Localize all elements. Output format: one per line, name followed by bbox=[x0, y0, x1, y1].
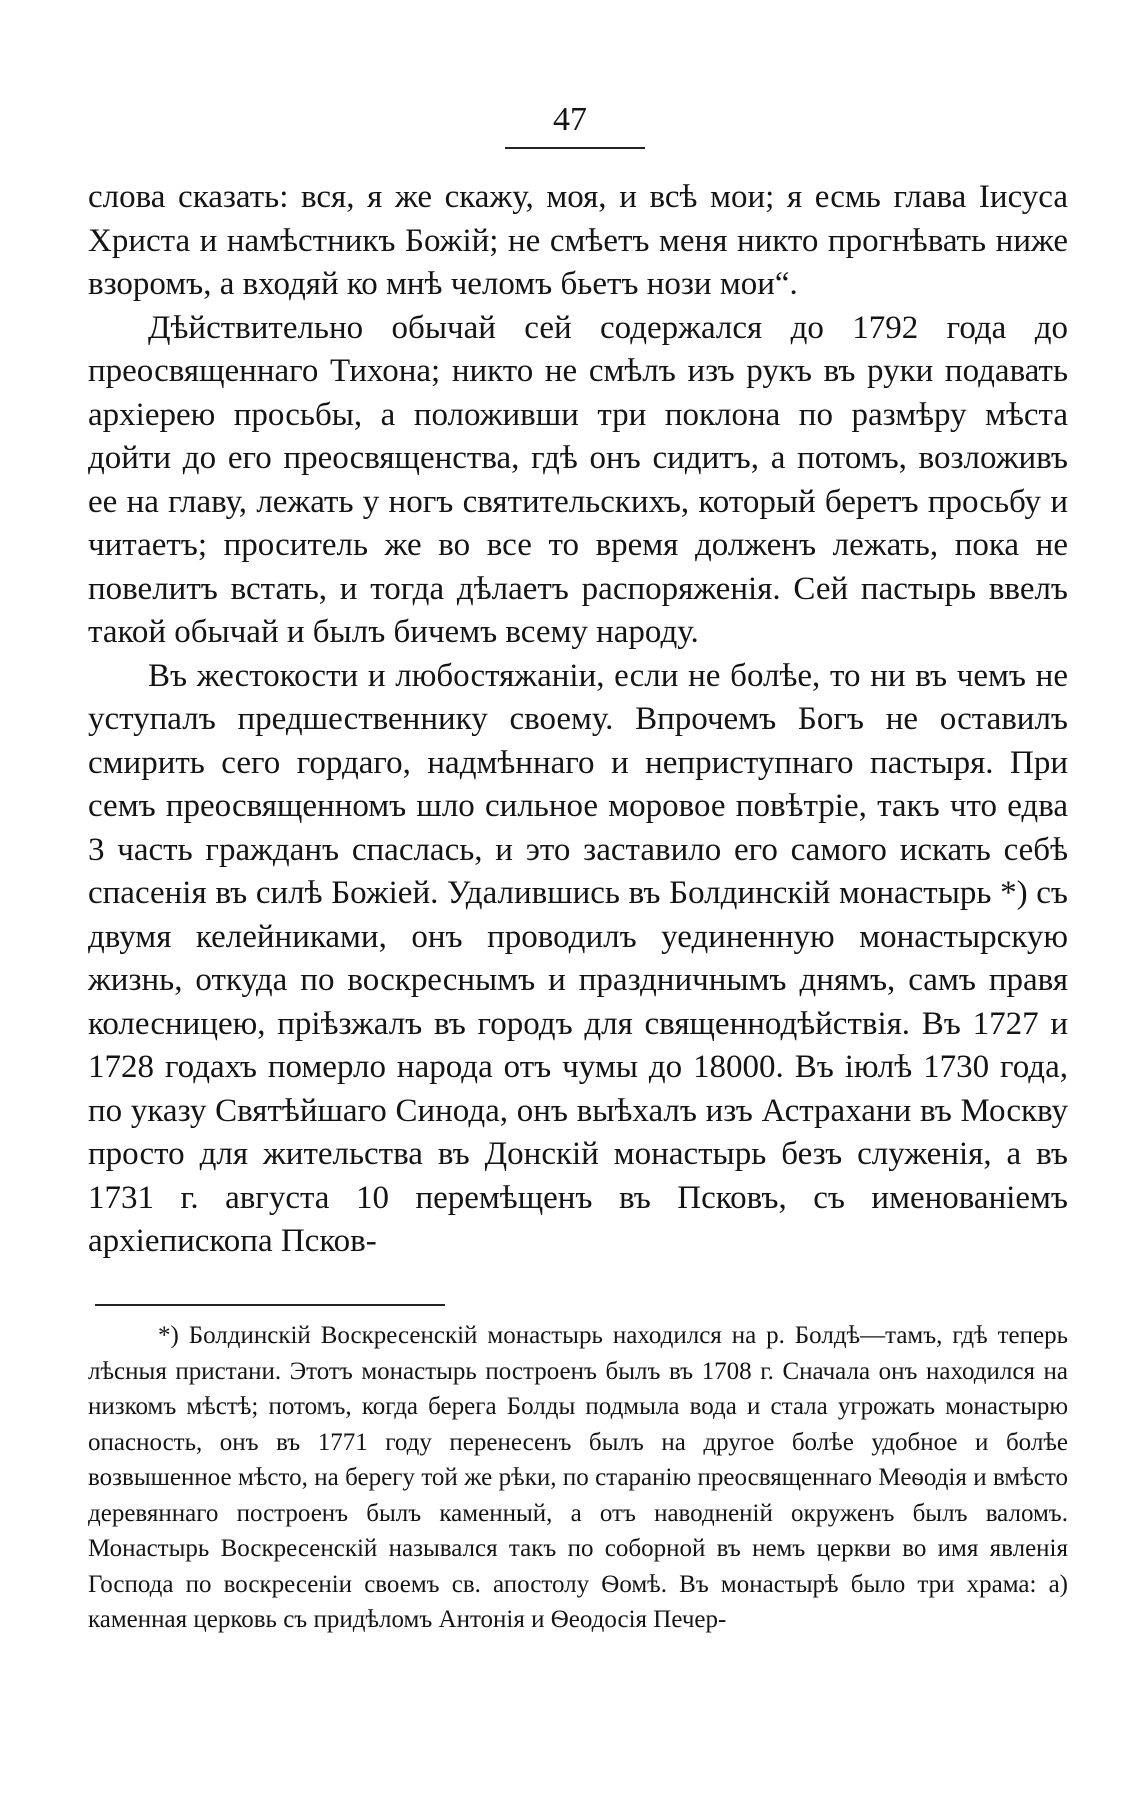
footnote bbox=[88, 1318, 1068, 1638]
main-text bbox=[88, 176, 1068, 1264]
page-number: 47 bbox=[553, 101, 587, 138]
footnote-text: *) Болдинскій Воскресенскій монастырь находился на р. Болдѣ—тамъ, гдѣ теперь лѣсныя пристани. Этотъ монастырь построенъ былъ въ 1708 г. Сначала онъ находился на низкомъ мѣстѣ; потомъ, когда берега Болды подмыла вода и стала угрожать монастырю опасность, онъ въ 1771 году перенесенъ былъ на другое болѣе удобное и болѣе возвышенное мѣсто, на берегу той же рѣки, по старанію преосвященнаго Меѳодія и вмѣсто деревяннаго построенъ былъ каменный, а отъ наводненій окруженъ былъ валомъ. Монастырь Воскресенскій назывался такъ по соборной въ немъ церкви во имя явленія Господа по воскресеніи своемъ св. апостолу Ѳомѣ. Въ монастырѣ было три храма: а) каменная церковь съ придѣломъ Антонія и Ѳеодосія Печер- bbox=[88, 1322, 1068, 1633]
paragraph-custom: Дѣйствительно обычай сей содержался до 1792 года до преосвященнаго Тихона; никто не смѣлъ изъ рукъ въ руки подавать архіерею просьбы, а положивши три поклона по размѣру мѣста дойти до его преосвященства, гдѣ онъ сидитъ, а потомъ, возложивъ ее на главу, лежать у ногъ святительскихъ, который беретъ просьбу и читаетъ; проситель же во все то время долженъ лежать, пока не повелитъ встать, и тогда дѣлаетъ распоряженія. Сей пастырь ввелъ такой обычай и былъ бичемъ всему народу. bbox=[88, 309, 1068, 650]
paragraph-continuation: слова сказать: вся, я же скажу, моя, и всѣ мои; я есмь глава Іисуса Христа и намѣстникъ Божій; не смѣетъ меня никто прогнѣвать ниже взоромъ, а входяй ко мнѣ челомъ бьетъ нози мои“. bbox=[88, 179, 1068, 302]
paragraph-plague: Въ жестокости и любостяжаніи, если не болѣе, то ни въ чемъ не уступалъ предшественнику своему. Впрочемъ Богъ не оставилъ смирить сего гордаго, надмѣннаго и неприступнаго пастыря. При семъ преосвященномъ шло сильное моровое повѣтріе, такъ что едва 3 часть гражданъ спаслась, и это заставило его самого искать себѣ спасенія въ силѣ Божіей. Удалившись въ Болдинскій монастырь *) съ двумя келейниками, онъ проводилъ уединенную монастырскую жизнь, откуда по воскреснымъ и праздничнымъ днямъ, самъ правя колесницею, пріѣзжалъ въ городъ для священнодѣйствія. Въ 1727 и 1728 годахъ померло народа отъ чумы до 18000. Въ іюлѣ 1730 года, по указу Святѣйшаго Синода, онъ выѣхалъ изъ Астрахани въ Москву просто для жительства въ Донскій монастырь безъ служенія, а въ 1731 г. августа 10 перемѣщенъ въ Псковъ, съ именованіемъ архіепископа Псков- bbox=[88, 657, 1068, 1259]
footnote-separator bbox=[95, 1304, 445, 1306]
page-number-underline bbox=[505, 147, 645, 149]
